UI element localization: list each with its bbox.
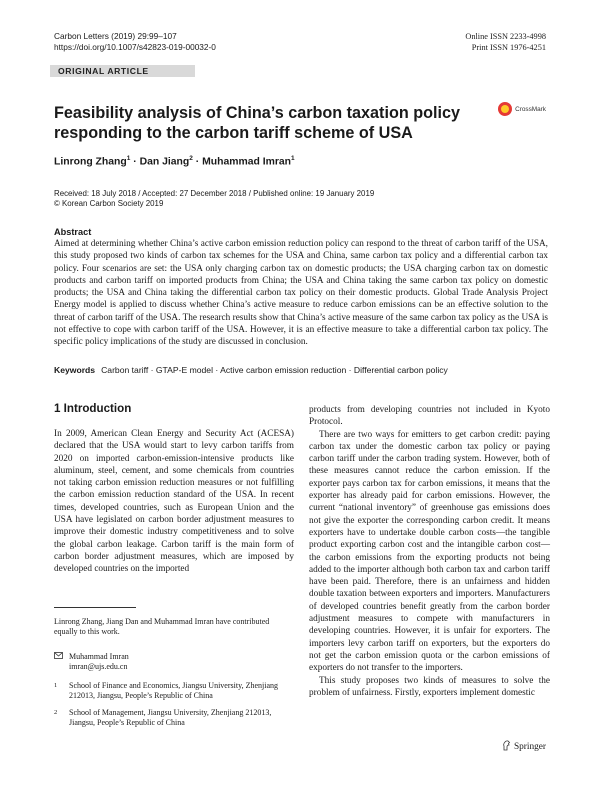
affiliation-1 — [54, 681, 294, 701]
author-name[interactable]: Muhammad Imran — [202, 156, 292, 168]
publication-dates — [54, 189, 374, 209]
affiliation-text: School of Finance and Economics, Jiangsu University, Zhenjiang 212013, Jiangsu, People’s Republic of China — [69, 681, 278, 701]
body-paragraph: products from developing countries not included in Kyoto Protocol. — [309, 405, 550, 428]
author-affiliation-mark: 1 — [126, 155, 131, 162]
corresponding-name: Muhammad Imran — [69, 652, 129, 661]
body-column-left — [54, 428, 294, 576]
article-title: Feasibility analysis of China’s carbon taxation policy responding to the carbon tariff scheme of USA — [54, 104, 460, 142]
corresponding-author — [54, 652, 129, 672]
author-affiliation-mark: 1 — [291, 155, 295, 162]
doi-link[interactable]: https://doi.org/10.1007/s42823-019-00032-0 — [54, 42, 216, 52]
affiliation-2 — [54, 708, 294, 728]
crossmark-label: CrossMark — [515, 105, 546, 113]
keywords-line — [54, 365, 448, 375]
article-type-label: ORIGINAL ARTICLE — [50, 65, 195, 77]
crossmark-badge[interactable] — [498, 102, 546, 116]
body-paragraph: This study proposes two kinds of measures to solve the problem of unfairness. Firstly, exporters implement domestic — [309, 675, 550, 698]
springer-horse-icon — [502, 740, 511, 754]
history-dates: Received: 18 July 2018 / Accepted: 27 December 2018 / Published online: 19 January 2019 — [54, 189, 375, 198]
author-name[interactable]: Dan Jiang — [139, 156, 190, 168]
journal-header — [54, 31, 216, 53]
body-column-right — [309, 404, 550, 699]
author-list — [54, 155, 295, 167]
author-name[interactable]: Linrong Zhang — [54, 156, 127, 168]
issn-block — [465, 31, 546, 53]
crossmark-icon — [498, 102, 512, 116]
body-paragraph: In 2009, American Clean Energy and Security Act (ACESA) declared that the USA would start to levy carbon tariffs from 2020 on imported carbon-emission-intensive products like aluminum, steel, cement, and some chemicals from countries not taking carbon emission reduction measures or not fulfilling the carbon emission reduction standard of the USA. In recent times, developed countries, such as European Union and the USA have legislated on carbon border adjustment measures to improve their domestic industry competitiveness and to solve the global carbon leakage. Carbon tariff is the main form of carbon border adjustment measures, which are imposed by developed countries on the imported — [54, 429, 294, 575]
section-heading: 1 Introduction — [54, 402, 132, 415]
author-separator: · — [130, 156, 140, 168]
keywords-text: Carbon tariff · GTAP-E model · Active carbon emission reduction · Differential carbon policy — [101, 365, 448, 375]
online-issn: Online ISSN 2233-4998 — [465, 32, 546, 41]
abstract-text: Aimed at determining whether China’s active carbon emission reduction policy can respond to the threat of carbon tariff of the USA, this study proposed two kinds of carbon tax schemes for the USA and China, same carbon tax policy and a differential carbon tax policy. Four scenarios are set: the USA only charging carbon tax on domestic products; the USA charging carbon tax on domestic products and carbon tariff on imported products from China; the USA and China taking the same carbon tax policy on domestic products; the USA and China taking the differential carbon tax policy on their domestic products. Global Trade Analysis Project Energy model is applied to discuss whether China’s active measure to reduce carbon emissions can be an effective solution to the threat of carbon tariff of the USA. The research results show that China’s active measure of the same carbon tax policy as the USA is not effective to cope with carbon tariff of the USA. However, it is an effective measure to take a differential carbon tax policy. The specific policy implications of the study are discussed in conclusion. — [54, 239, 548, 348]
corresponding-email[interactable]: imran@ujs.edu.cn — [69, 662, 128, 672]
affiliation-mark: 2 — [54, 709, 58, 716]
abstract-heading: Abstract — [54, 227, 92, 237]
affiliation-mark: 1 — [54, 682, 58, 689]
journal-citation: Carbon Letters (2019) 29:99–107 — [54, 31, 177, 41]
publisher-logo — [502, 740, 546, 754]
envelope-icon — [54, 652, 61, 672]
author-affiliation-mark: 2 — [189, 155, 193, 162]
affiliation-text: School of Management, Jiangsu University, Zhenjiang 212013, Jiangsu, People’s Republic of China — [69, 708, 272, 728]
keywords-label: Keywords — [54, 365, 96, 375]
print-issn: Print ISSN 1976-4251 — [471, 43, 546, 52]
author-separator: · — [192, 156, 203, 168]
contribution-note: Linrong Zhang, Jiang Dan and Muhammad Imran have contributed equally to this work. — [54, 617, 270, 637]
copyright-line: © Korean Carbon Society 2019 — [54, 199, 164, 208]
body-paragraph: There are two ways for emitters to get carbon credit: paying carbon tax under the domestic carbon tax policy or paying carbon tariff under the carbon trading system. However, both of these measures cannot reduce the carbon emission. If the exporter pays carbon tax for carbon emissions, it means that the exporter has already paid for carbon emissions. However, the current “national inventory” of greenhouse gas emissions does not give the exporter the corresponding carbon credit. It means exporters have to undertake double carbon costs—the tangible product exporting carbon cost and the intangible carbon cost—the carbon emissions from the exporting products not being added to the importer although both carbon tax and carbon tariff have been paid. Therefore, there is an unfairness and hidden double taxation between exporters and importers. Manufacturers of developed countries benefit greatly from the carbon border adjustment measures to compete with manufacturers in developing countries. However, it is unfair for exporters. The importers levy carbon tariff on exporters, but the exporters do not get the carbon emission quota or the carbon emissions of exporters do not transfer to the importers. — [309, 429, 550, 674]
footnote-divider — [54, 607, 136, 608]
publisher-name: Springer — [513, 742, 546, 752]
